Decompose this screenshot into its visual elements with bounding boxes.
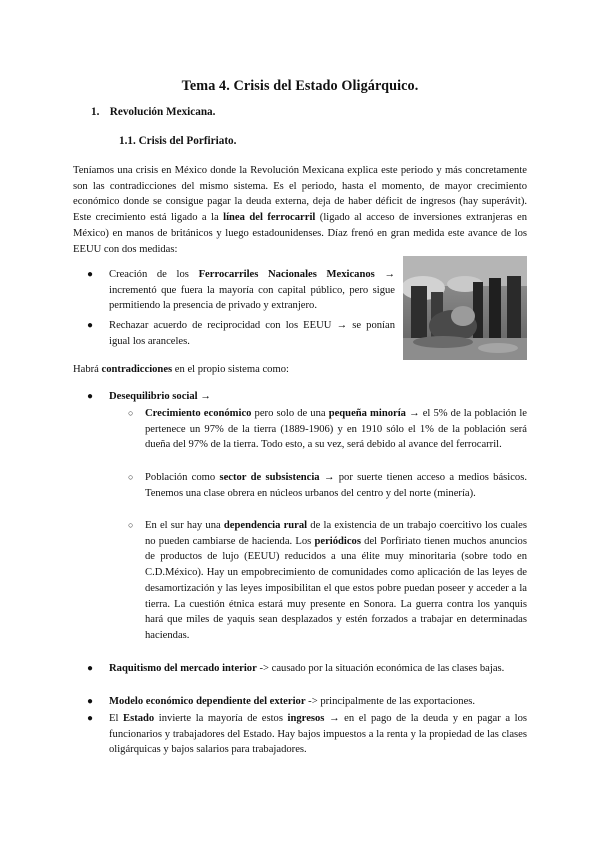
- bullet-icon: ●: [87, 696, 94, 707]
- page-title: Tema 4. Crisis del Estado Oligárquico.: [181, 78, 419, 94]
- bullet-icon: ●: [87, 269, 94, 280]
- subsection-heading: 1.1. Crisis del Porfiriato.: [119, 135, 237, 147]
- list-item-bold: Ferrocarriles Nacionales Mexicanos →: [198, 269, 396, 280]
- section-heading: [91, 106, 215, 118]
- list-item-bold: Modelo económico dependiente del exterior: [109, 696, 306, 707]
- historical-photo: [403, 256, 527, 360]
- sub-item-bold-2: periódicos: [314, 535, 361, 547]
- list-item: [109, 389, 527, 405]
- list-item: [109, 267, 395, 314]
- bullet-icon: ●: [87, 713, 94, 724]
- bullet-icon: ●: [87, 663, 94, 674]
- list-item-text: -> causado por la situación económica de las clases bajas.: [256, 663, 505, 674]
- contradictions-text-2: en el propio sistema como:: [172, 364, 289, 375]
- list-item-text: Creación de los: [109, 269, 199, 280]
- sub-item-bold: Crecimiento económico: [145, 408, 252, 419]
- contradictions-line: [73, 362, 527, 378]
- sub-item-text: En el sur hay una: [145, 520, 224, 531]
- bullet-icon: ●: [87, 391, 94, 402]
- circle-bullet-icon: ○: [128, 520, 134, 530]
- sub-list-item: [145, 406, 527, 453]
- sub-item-text: pero solo de una: [251, 408, 329, 419]
- section-label: Revolución Mexicana.: [109, 106, 216, 118]
- circle-bullet-icon: ○: [128, 472, 134, 482]
- photo-image: [403, 256, 527, 360]
- sub-item-text-3: del Porfiriato tienen muchos anuncios de productos de lujo (EEUU) reducidos a una élite muy minoritaria (sobre todo en C.D.México). Hay un empobrecimiento de comunidades como aplicación de las leyes de desamortización y las leyes imposibilitan el que estos pobre puedan poseer y acceder a la tierra. La cuestión étnica estará muy presente en Sonora. La guerra contra los yanquis hará que miles de yaquis sean desplazados y estén forzados a trabajar en determinadas haciendas.: [145, 535, 527, 641]
- list-item-text-3: → en el pago de la deuda y en pagar a los funcionarios y trabajadores del Estado. Hay bajos impuestos a la renta y la propiedad de las clases oligárquicas y bajos salarios para trabajadores.: [109, 713, 527, 756]
- contradictions-text: Habrá: [73, 364, 102, 375]
- sub-item-text-2: de la existencia de un trabajo coercitivo los cuales no pueden cambiarse de hacienda. Los: [145, 520, 527, 547]
- list-item-text: -> principalmente de las exportaciones.: [305, 696, 476, 707]
- sub-item-bold: sector de subsistencia →: [219, 472, 335, 483]
- intro-text: Teníamos una crisis en México donde la Revolución Mexicana explica este periodo y más concretamente son las contradicciones del mismo sistema. Es el periodo, hasta el momento, de mayor crecimiento económico donde se consigue pagar la deuda externa, deja de haber déficit de ingresos (hay superávit). Este crecimiento está ligado a la: [73, 165, 527, 224]
- bullet-icon: ●: [87, 320, 94, 331]
- intro-bold: línea del ferrocarril: [223, 212, 316, 224]
- sub-list-item: [145, 470, 527, 501]
- list-item: [109, 694, 527, 710]
- list-item-text: El: [109, 713, 123, 724]
- list-item-bold-2: ingresos: [287, 713, 325, 724]
- sub-list-item: [145, 518, 527, 644]
- list-item: [109, 661, 527, 677]
- list-item: [109, 318, 395, 349]
- list-item-text-2: invierte la mayoría de estos: [154, 713, 288, 724]
- sub-item-bold: dependencia rural: [223, 520, 308, 531]
- sub-item-text-2: → el 5% de la población le pertenece un 97% de la tierra (1889-1906) y en 1910 sólo el 1% de la población será dueña del 97% de la tierra. Todo esto, a su vez, será debido al avance del ferrocarril.: [145, 408, 528, 451]
- intro-text-2: (ligado al acceso de inversiones extranjeras en México) en manos de británicos y luego estadounidenses. Díaz frenó en gran medida este avance de los EEUU con dos medidas:: [73, 212, 527, 255]
- sub-item-text-2: por suerte tienen acceso a medios básicos. Tenemos una clase obrera en núcleos urbanos del centro y del norte (minería).: [145, 472, 528, 499]
- sub-item-bold-2: pequeña minoría: [328, 408, 406, 419]
- list-item-bold: Desequilibrio social →: [109, 391, 211, 402]
- list-item-bold: Estado: [123, 713, 155, 724]
- list-item-text-2: incrementó que fuera la mayoría con capital público, pero sigue permitiendo la presencia de privado y extranjero.: [109, 284, 395, 312]
- intro-paragraph: [73, 163, 527, 257]
- section-number: 1.: [91, 106, 100, 118]
- sub-item-text: Población como: [145, 472, 220, 483]
- circle-bullet-icon: ○: [128, 408, 134, 418]
- list-item-text: Rechazar acuerdo de reciprocidad con los EEUU → se ponían igual los aranceles.: [109, 320, 395, 347]
- contradictions-bold: contradicciones: [101, 364, 173, 375]
- list-item-bold: Raquitismo del mercado interior: [109, 663, 257, 674]
- list-item: [109, 711, 527, 758]
